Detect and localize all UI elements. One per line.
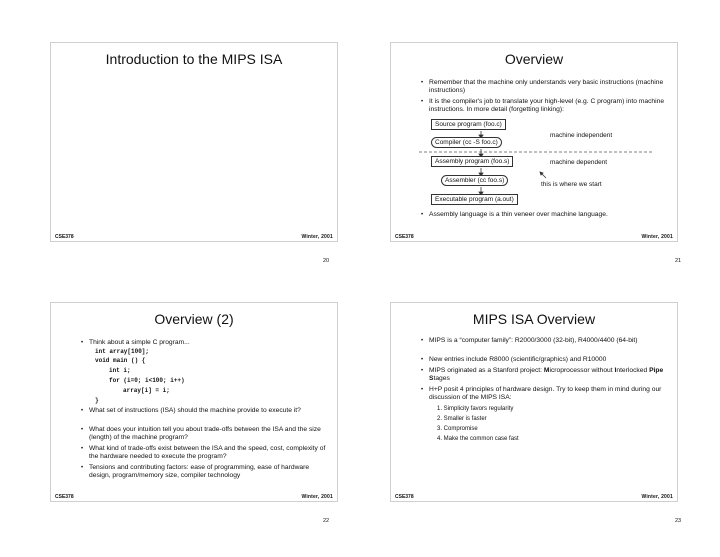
page-number: 23 bbox=[675, 518, 682, 524]
text: icroprocessor without bbox=[549, 367, 615, 374]
bullet: • What does your intuition tell you about trade-offs between the ISA and the size (length) of the machine program? bbox=[81, 426, 329, 443]
slide-title: Introduction to the MIPS ISA bbox=[105, 51, 283, 67]
note-machine-independent: machine independent bbox=[550, 132, 613, 139]
text: MIPS originated as a Stanford project: bbox=[429, 367, 544, 374]
bullet: • Think about a simple C program... bbox=[81, 339, 329, 347]
footer-course: CSE378 bbox=[55, 234, 74, 240]
footer-course: CSE378 bbox=[395, 494, 414, 500]
bullet: • Remember that the machine only understands very basic instructions (machine instructions) bbox=[421, 79, 669, 96]
footer-term: Winter, 2001 bbox=[301, 234, 333, 240]
word-pipe: Pipe bbox=[649, 367, 664, 374]
page-number: 20 bbox=[323, 258, 330, 264]
bullet-stanford bbox=[421, 367, 669, 384]
principle-item: 1. Simplicity favors regularity bbox=[437, 406, 514, 412]
bullet: • H+P posit 4 principles of hardware design. Try to keep them in mind during our discussion of the MIPS ISA: bbox=[421, 386, 669, 403]
letter-i: I bbox=[614, 367, 617, 374]
slide-title: Overview bbox=[504, 51, 564, 67]
letter-m: M bbox=[543, 367, 550, 374]
text: tages bbox=[433, 375, 450, 383]
code-line: void main () { bbox=[95, 357, 146, 364]
slide-title: Overview (2) bbox=[154, 311, 234, 327]
note-machine-dependent: machine dependent bbox=[550, 159, 608, 166]
slide-mips-isa-overview bbox=[390, 302, 678, 502]
text: nterlocked bbox=[616, 367, 650, 374]
page-number: 21 bbox=[675, 258, 682, 264]
note-start: this is where we start bbox=[541, 181, 602, 188]
bullet: • It is the compiler's job to translate your high-level (e.g. C program) into machine instructions. In more detail (forgetting linking): bbox=[421, 98, 669, 115]
executable-program-box: Executable program (a.out) bbox=[431, 194, 518, 205]
code-line: int i; bbox=[109, 367, 131, 374]
assembler-box: Assembler (cc foo.s) bbox=[441, 175, 508, 186]
principle-item: 3. Compromise bbox=[437, 426, 478, 432]
footer-term: Winter, 2001 bbox=[301, 494, 333, 500]
code-line: int array[100]; bbox=[95, 348, 150, 355]
bullet: • Tensions and contributing factors: ease of programming, ease of hardware design, program/memory size, compiler technology bbox=[81, 464, 329, 481]
source-program-box: Source program (foo.c) bbox=[431, 119, 506, 130]
letter-s: S bbox=[429, 375, 434, 383]
slide-overview bbox=[390, 42, 678, 242]
compiler-box: Compiler (cc -S foo.c) bbox=[431, 137, 502, 148]
principle-item: 4. Make the common case fast bbox=[437, 436, 519, 442]
bullet: • MIPS is a “computer family”: R2000/3000 (32-bit), R4000/4400 (64-bit) bbox=[421, 337, 669, 345]
code-line: } bbox=[95, 397, 99, 404]
principle-item: 2. Smaller is faster bbox=[437, 416, 487, 422]
footer-term: Winter, 2001 bbox=[641, 234, 673, 240]
bullet: • New entries include R8000 (scientific/graphics) and R10000 bbox=[421, 356, 669, 364]
code-line: for (i=0; i<100; i++) bbox=[109, 377, 185, 384]
footer-course: CSE378 bbox=[395, 234, 414, 240]
footer-course: CSE378 bbox=[55, 494, 74, 500]
page-number: 22 bbox=[323, 518, 330, 524]
assembly-program-box: Assembly program (foo.s) bbox=[431, 156, 513, 167]
slide-intro bbox=[50, 42, 338, 242]
bullet: • What set of instructions (ISA) should the machine provide to execute it? bbox=[81, 407, 329, 415]
slide-overview-2 bbox=[50, 302, 338, 502]
bullet: • What kind of trade-offs exist between the ISA and the speed, cost, complexity of the hardware needed to execute the program? bbox=[81, 445, 329, 462]
footer-term: Winter, 2001 bbox=[641, 494, 673, 500]
code-line: array[i] = i; bbox=[123, 387, 170, 394]
slide-title: MIPS ISA Overview bbox=[472, 311, 596, 327]
bullet: • Assembly language is a thin veneer over machine language. bbox=[421, 211, 669, 219]
